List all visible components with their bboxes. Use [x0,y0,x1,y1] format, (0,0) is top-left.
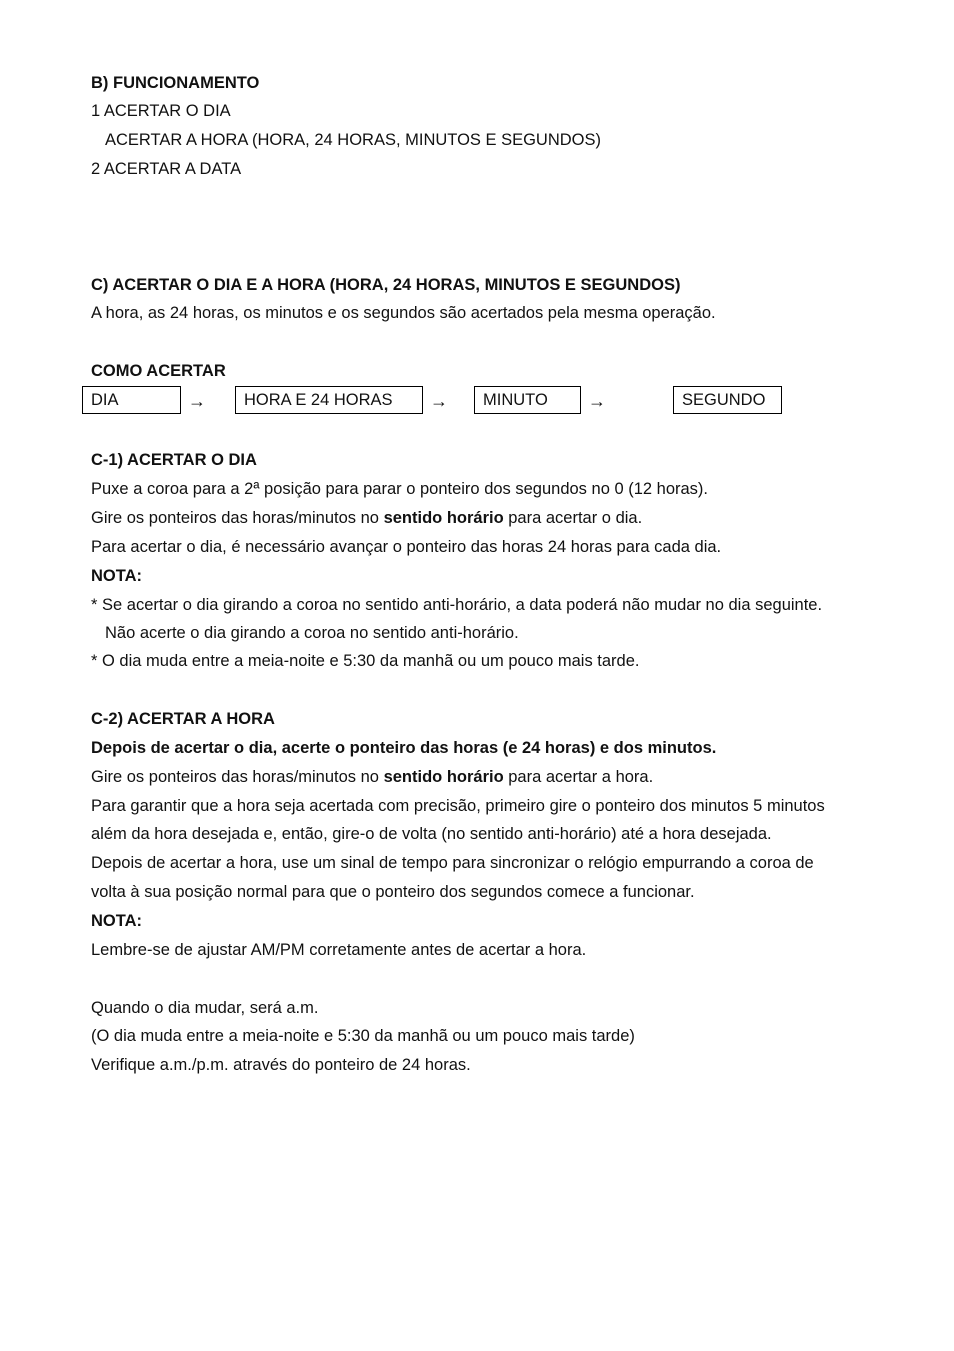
section-b-title: B) FUNCIONAMENTO [91,74,260,92]
text-run: Gire os ponteiros das horas/minutos no [91,509,384,527]
step-box-minuto: MINUTO [474,386,581,414]
step-box-segundo: SEGUNDO [673,386,782,414]
paragraph [91,767,653,787]
paragraph: volta à sua posição normal para que o ponteiro dos segundos comece a funcionar. [91,883,695,901]
note-item: * O dia muda entre a meia-noite e 5:30 da manhã ou um pouco mais tarde. [91,652,640,670]
section-c-title: C) ACERTAR O DIA E A HORA (HORA, 24 HORAS, MINUTOS E SEGUNDOS) [91,276,681,294]
paragraph: Puxe a coroa para a 2ª posição para parar o ponteiro dos segundos no 0 (12 horas). [91,480,709,498]
paragraph: Depois de acertar a hora, use um sinal de tempo para sincronizar o relógio empurrando a coroa de [91,854,814,872]
text-run: para acertar a hora. [503,768,654,786]
note-item: * Se acertar o dia girando a coroa no sentido anti-horário, a data poderá não mudar no dia seguinte. [91,596,823,614]
bold-text: sentido horário [383,509,504,527]
section-c1-title: C-1) ACERTAR O DIA [91,451,257,469]
text-run: Gire os ponteiros das horas/minutos no [91,768,384,786]
paragraph: Para garantir que a hora seja acertada com precisão, primeiro gire o ponteiro dos minutos 5 minutos [91,797,825,815]
section-c2-lead: Depois de acertar o dia, acerte o ponteiro das horas (e 24 horas) e dos minutos. [91,739,717,757]
list-item: 1 ACERTAR O DIA [91,102,231,120]
step-box-dia: DIA [82,386,181,414]
como-acertar-title: COMO ACERTAR [91,362,226,380]
paragraph: Para acertar o dia, é necessário avançar o ponteiro das horas 24 horas para cada dia. [91,538,722,556]
arrow-right-icon: → [430,391,448,411]
bold-text: sentido horário [383,768,504,786]
paragraph: Quando o dia mudar, será a.m. [91,999,319,1017]
paragraph: (O dia muda entre a meia-noite e 5:30 da manhã ou um pouco mais tarde) [91,1027,635,1045]
nota-label: NOTA: [91,567,143,585]
paragraph: além da hora desejada e, então, gire-o de volta (no sentido anti-horário) até a hora desejada. [91,825,772,843]
list-item: 2 ACERTAR A DATA [91,160,242,178]
paragraph: Verifique a.m./p.m. através do ponteiro de 24 horas. [91,1056,471,1074]
section-c2-title: C-2) ACERTAR A HORA [91,710,275,728]
arrow-right-icon: → [188,391,206,411]
section-c-intro: A hora, as 24 horas, os minutos e os segundos são acertados pela mesma operação. [91,304,716,322]
nota-label: NOTA: [91,912,143,930]
arrow-right-icon: → [588,391,606,411]
note-item: Lembre-se de ajustar AM/PM corretamente antes de acertar a hora. [91,941,587,959]
note-item: Não acerte o dia girando a coroa no sentido anti-horário. [105,624,519,642]
paragraph [91,508,642,528]
step-box-hora: HORA E 24 HORAS [235,386,423,414]
list-item: ACERTAR A HORA (HORA, 24 HORAS, MINUTOS E SEGUNDOS) [105,131,602,149]
text-run: para acertar o dia. [503,509,643,527]
